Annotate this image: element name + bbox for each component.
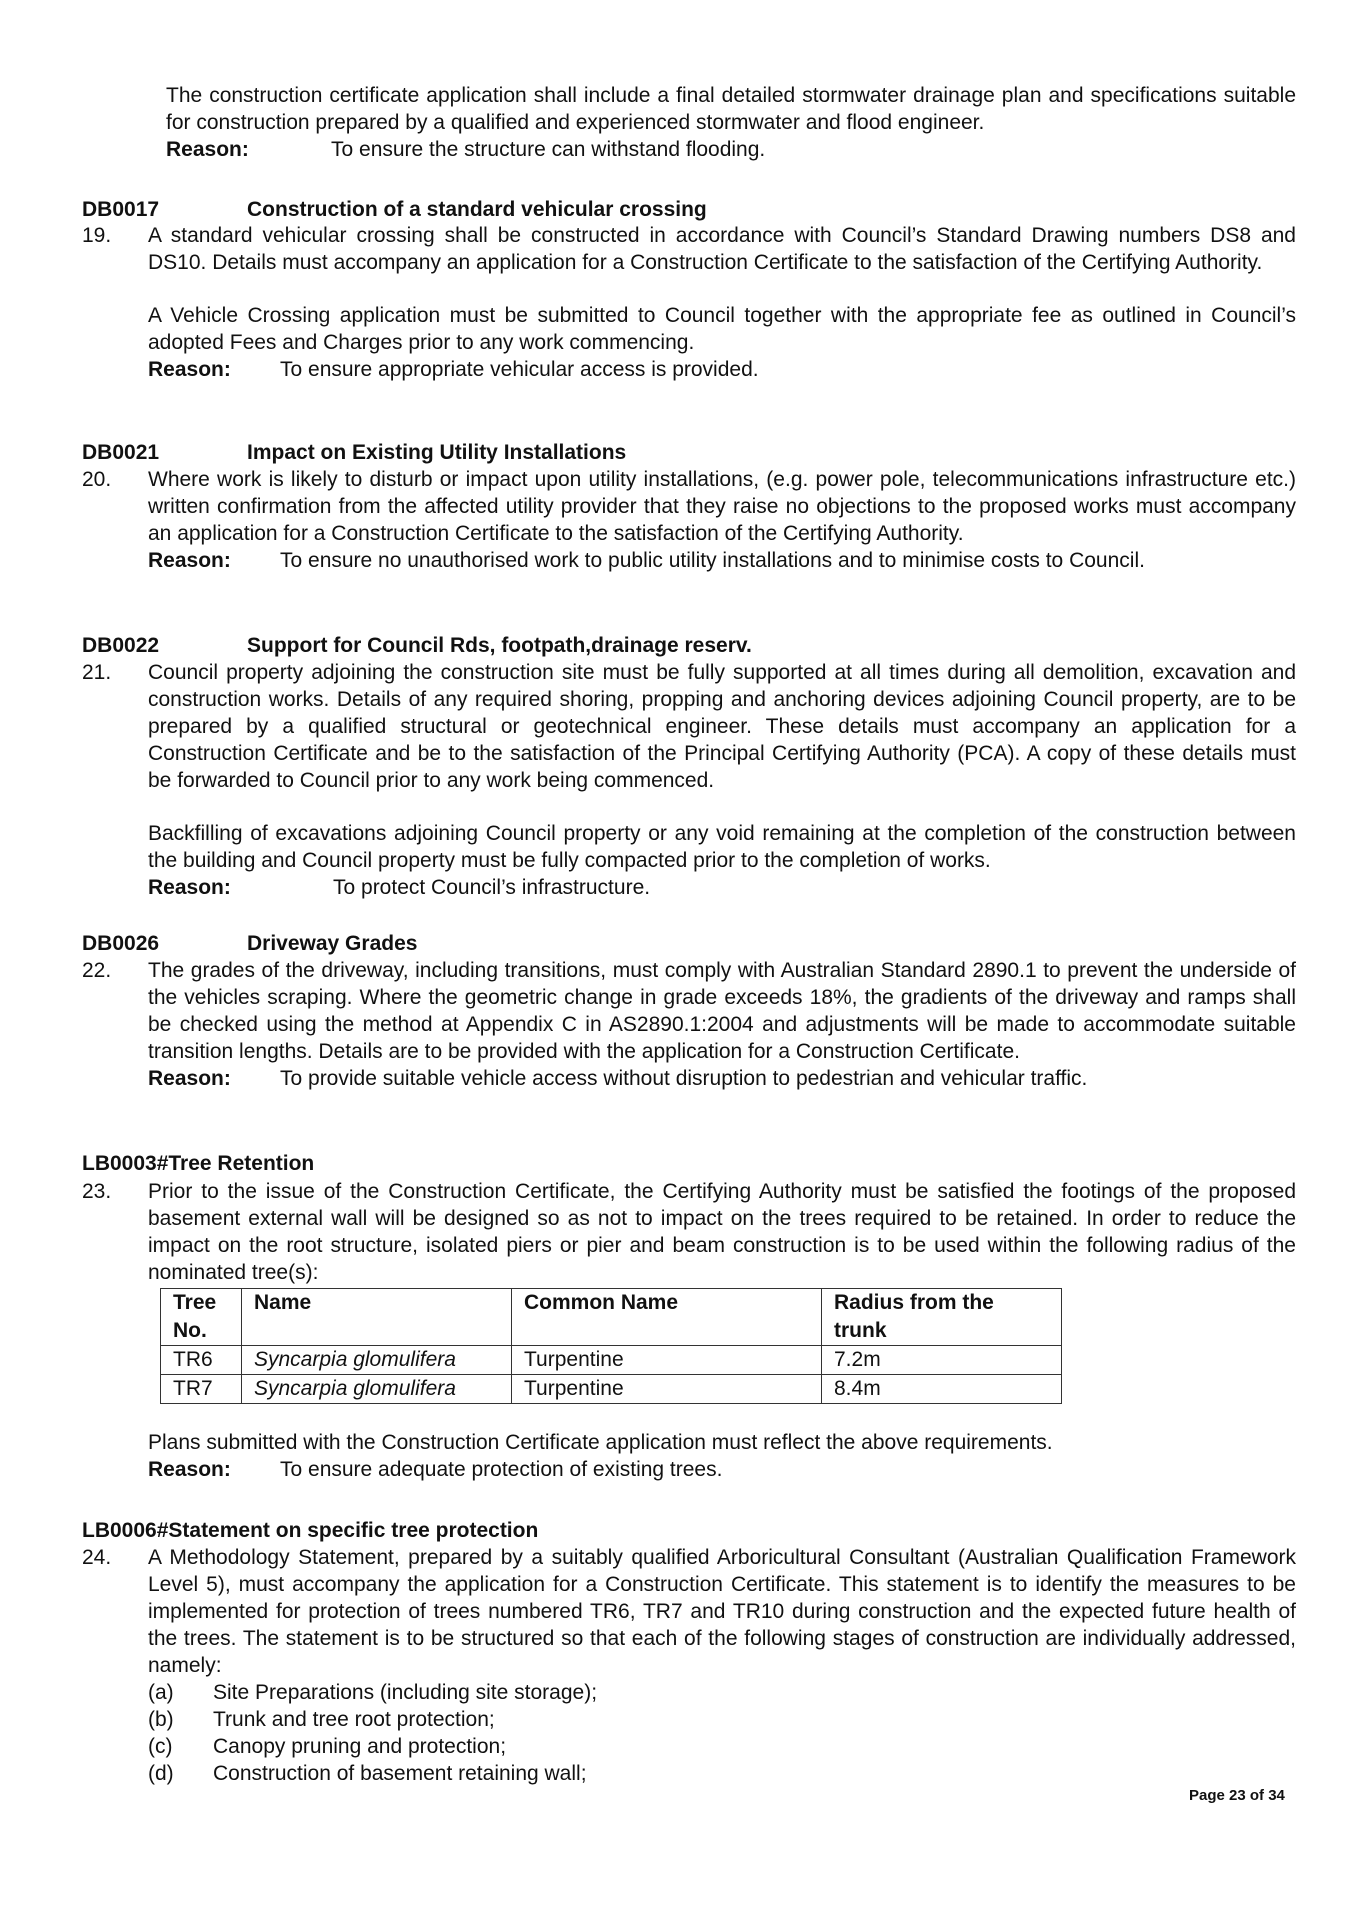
condition-body-db0021 (148, 466, 1296, 574)
condition-reason (148, 1065, 1296, 1092)
list-item (148, 1733, 1296, 1760)
table-cell: Syncarpia glomulifera (242, 1346, 512, 1375)
condition-paragraph: The grades of the driveway, including transitions, must comply with Australian Standard 2890.1 to prevent the underside of the vehicles scraping. Where the geometric change in grade exceeds 18%, the gradients of the driveway and ramps shall be checked using the method at Appendix C in AS2890.1:2004 and adjustments will be made to accommodate suitable transition lengths. Details are to be provided with the application for a Construction Certificate. (148, 959, 1296, 1063)
condition-number: 20. (82, 468, 112, 491)
reason-text: To ensure the structure can withstand flooding. (331, 138, 766, 161)
condition-reason (148, 874, 1296, 901)
condition-reason (148, 1456, 1296, 1483)
condition-heading-lb0006: LB0006#Statement on specific tree protection (82, 1519, 539, 1542)
condition-body-db0026 (148, 957, 1296, 1092)
condition-title: Impact on Existing Utility Installations (247, 441, 627, 464)
list-item (148, 1679, 1296, 1706)
table-row (161, 1375, 1062, 1404)
condition-paragraph: A Vehicle Crossing application must be submitted to Council together with the appropriate fee as outlined in Council’s adopted Fees and Charges prior to any work commencing. (148, 304, 1296, 354)
table-cell: 8.4m (822, 1375, 1062, 1404)
list-item-text: Site Preparations (including site storage); (213, 1681, 598, 1704)
condition-title: Construction of a standard vehicular crossing (247, 198, 707, 221)
table-cell: Turpentine (512, 1375, 822, 1404)
condition-paragraph: Council property adjoining the construction site must be fully supported at all times during all demolition, excavation and construction works. Details of any required shoring, propping and anchoring devices adjoining Council property, are to be prepared by a qualified structural or geotechnical engineer. These details must accompany an application for a Construction Certificate and be to the satisfaction of the Principal Certifying Authority (PCA). A copy of these details must be forwarded to Council prior to any work being commenced. (148, 661, 1296, 792)
table-row (161, 1346, 1062, 1375)
page-number: Page 23 of 34 (1189, 1787, 1285, 1804)
list-item-label: (a) (148, 1681, 174, 1704)
reason-label: Reason: (148, 1067, 231, 1090)
condition-number: 24. (82, 1546, 112, 1569)
table-cell: TR6 (161, 1346, 242, 1375)
condition-body-lb0006 (148, 1544, 1296, 1787)
table-header-cell: Name (242, 1289, 512, 1346)
reason-text: To provide suitable vehicle access without disruption to pedestrian and vehicular traffic. (280, 1067, 1088, 1090)
table-cell: TR7 (161, 1375, 242, 1404)
condition-heading-db0021 (82, 439, 626, 466)
reason-label: Reason: (148, 1458, 231, 1481)
condition-paragraph: A Methodology Statement, prepared by a suitably qualified Arboricultural Consultant (Australian Qualification Framework Level 5), must accompany the application for a Construction Certificate. This statement is to identify the measures to be implemented for protection of trees numbered TR6, TR7 and TR10 during construction and the expected future health of the trees. The statement is to be structured so that each of the following stages of construction are individually addressed, namely: (148, 1546, 1296, 1677)
reason-label: Reason: (148, 358, 231, 381)
reason-text: To ensure adequate protection of existing trees. (280, 1458, 723, 1481)
list-item-label: (c) (148, 1735, 173, 1758)
table-header-cell: Radius from the trunk (822, 1289, 1062, 1346)
condition-reason (148, 356, 1296, 383)
table-cell: Turpentine (512, 1346, 822, 1375)
condition-code: DB0017 (82, 198, 160, 221)
condition-code: DB0021 (82, 441, 160, 464)
table-header-cell: Common Name (512, 1289, 822, 1346)
table-header-row (161, 1289, 1062, 1346)
tree-radius-table (160, 1288, 1062, 1404)
reason-label: Reason: (166, 138, 249, 161)
condition-body-db0017 (148, 222, 1296, 383)
intro-block (166, 82, 1296, 163)
list-item-label: (d) (148, 1762, 174, 1785)
intro-reason (166, 136, 1296, 163)
intro-paragraph: The construction certificate application shall include a final detailed stormwater drainage plan and specifications suitable for construction prepared by a qualified and experienced stormwater and flood engineer. (166, 84, 1296, 134)
table-cell: 7.2m (822, 1346, 1062, 1375)
list-item (148, 1760, 1296, 1787)
condition-code: DB0022 (82, 634, 160, 657)
condition-number: 23. (82, 1180, 112, 1203)
condition-body-db0022 (148, 659, 1296, 901)
condition-heading-db0026 (82, 930, 417, 957)
condition-paragraph: Prior to the issue of the Construction Certificate, the Certifying Authority must be satisfied the footings of the proposed basement external wall will be designed so as not to impact on the trees required to be retained. In order to reduce the impact on the root structure, isolated piers or pier and beam construction is to be used within the following radius of the nominated tree(s): (148, 1180, 1296, 1284)
list-item (148, 1706, 1296, 1733)
condition-reason (148, 547, 1296, 574)
condition-heading-lb0003: LB0003#Tree Retention (82, 1152, 315, 1175)
reason-text: To ensure appropriate vehicular access is provided. (280, 358, 759, 381)
condition-number: 21. (82, 661, 112, 684)
condition-code: DB0026 (82, 932, 160, 955)
condition-paragraph: A standard vehicular crossing shall be constructed in accordance with Council’s Standard Drawing numbers DS8 and DS10. Details must accompany an application for a Construction Certificate to the satisfaction of the Certifying Authority. (148, 224, 1296, 274)
condition-number: 19. (82, 224, 112, 247)
condition-paragraph: Where work is likely to disturb or impact upon utility installations, (e.g. power pole, telecommunications infrastructure etc.) written confirmation from the affected utility provider that they raise no objections to the proposed works must accompany an application for a Construction Certificate to the satisfaction of the Certifying Authority. (148, 468, 1296, 545)
table-cell: Syncarpia glomulifera (242, 1375, 512, 1404)
reason-text: To protect Council’s infrastructure. (333, 876, 651, 899)
condition-paragraph: Backfilling of excavations adjoining Council property or any void remaining at the completion of the construction between the building and Council property must be fully compacted prior to the completion of works. (148, 822, 1296, 872)
condition-title: Driveway Grades (247, 932, 418, 955)
condition-heading-db0017 (82, 196, 707, 223)
condition-title: Support for Council Rds, footpath,drainage reserv. (247, 634, 752, 657)
list-item-text: Construction of basement retaining wall; (213, 1762, 587, 1785)
list-item-text: Canopy pruning and protection; (213, 1735, 507, 1758)
condition-body-lb0003-after-table (148, 1429, 1296, 1483)
condition-body-lb0003 (148, 1178, 1296, 1286)
reason-text: To ensure no unauthorised work to public utility installations and to minimise costs to Council. (280, 549, 1145, 572)
condition-paragraph: Plans submitted with the Construction Certificate application must reflect the above requirements. (148, 1431, 1053, 1454)
condition-heading-db0022 (82, 632, 752, 659)
list-item-text: Trunk and tree root protection; (213, 1708, 495, 1731)
list-item-label: (b) (148, 1708, 174, 1731)
reason-label: Reason: (148, 549, 231, 572)
condition-number: 22. (82, 959, 112, 982)
reason-label: Reason: (148, 876, 231, 899)
table-header-cell: Tree No. (161, 1289, 242, 1346)
